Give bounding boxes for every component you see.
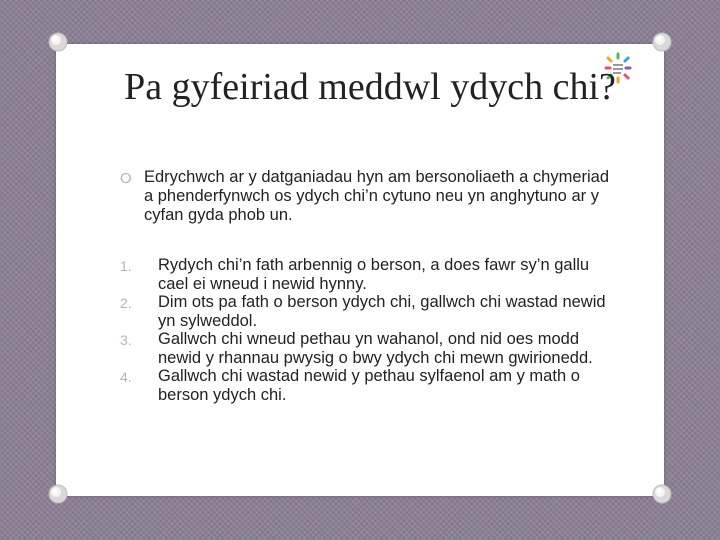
list-item-text: Rydych chi’n fath arbennig o berson, a does fawr sy’n gallu cael ei wneud i newid hynny. <box>158 256 590 293</box>
list-number: 3. <box>120 332 132 348</box>
pushpin-icon <box>650 30 674 54</box>
slide-title: Pa gyfeiriad meddwl ydych chi? <box>124 66 616 108</box>
list-number: 1. <box>120 258 132 274</box>
pushpin-icon <box>650 482 674 506</box>
list-item <box>120 330 610 367</box>
bullet-icon: O <box>120 170 132 187</box>
statement-list <box>120 256 610 404</box>
intro-paragraph <box>120 168 610 225</box>
list-item <box>120 293 610 330</box>
list-item-text: Dim ots pa fath o berson ydych chi, gallwch chi wastad newid yn sylweddol. <box>158 293 606 330</box>
list-item-text: Gallwch chi wneud pethau yn wahanol, ond nid oes modd newid y rhannau pwysig o bwy ydych chi mewn gwirionedd. <box>158 330 593 367</box>
list-item <box>120 367 610 404</box>
pushpin-icon <box>46 482 70 506</box>
list-item-text: Gallwch chi wastad newid y pethau sylfaenol am y math o berson ydych chi. <box>158 367 580 404</box>
list-item <box>120 256 610 293</box>
intro-text: Edrychwch ar y datganiadau hyn am bersonoliaeth a chymeriad a phenderfynwch os ydych chi’n cytuno neu yn anghytuno ar y cyfan gyda phob un. <box>144 168 610 224</box>
list-number: 4. <box>120 369 132 385</box>
list-number: 2. <box>120 295 132 311</box>
pushpin-icon <box>46 30 70 54</box>
